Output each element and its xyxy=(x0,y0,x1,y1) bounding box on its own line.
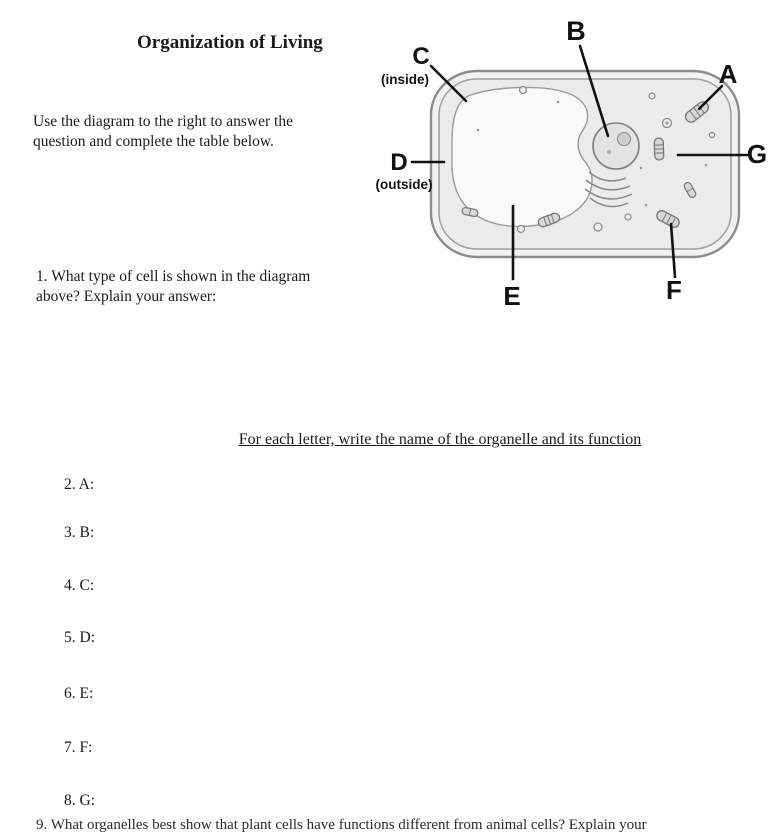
diagram-label-b: B xyxy=(566,16,586,46)
list-item-a: 2. A: xyxy=(64,476,94,494)
list-item-f: 7. F: xyxy=(64,739,92,757)
question-1-line-1: 1. What type of cell is shown in the diagram xyxy=(36,267,376,287)
list-item-d: 5. D: xyxy=(64,629,95,647)
diagram-label-d: D xyxy=(390,149,407,176)
nucleus xyxy=(593,123,639,169)
cell-diagram-container xyxy=(360,0,782,325)
diagram-label-e: E xyxy=(503,281,520,311)
diagram-label-c: C xyxy=(412,43,429,70)
diagram-label-d-note: (outside) xyxy=(376,177,433,192)
question-1 xyxy=(36,267,376,307)
intro-text xyxy=(33,112,363,152)
diagram-label-g: G xyxy=(747,139,767,169)
cutoff-question-9: 9. What organelles best show that plant cells have functions different from animal cells? Explain your xyxy=(36,817,782,834)
diagram-label-f: F xyxy=(666,275,682,305)
intro-line-2: question and complete the table below. xyxy=(33,132,363,152)
vacuole xyxy=(452,87,592,226)
diagram-label-a: A xyxy=(719,59,738,89)
list-item-g: 8. G: xyxy=(64,792,95,810)
nucleolus xyxy=(618,133,631,146)
nuclear-speck xyxy=(607,150,611,154)
diagram-label-c-note: (inside) xyxy=(381,72,429,87)
page-title: Organization of Living xyxy=(137,32,323,54)
list-item-e: 6. E: xyxy=(64,685,93,703)
mitochondrion-g xyxy=(654,138,664,160)
intro-line-1: Use the diagram to the right to answer the xyxy=(33,112,363,132)
section-heading: For each letter, write the name of the organelle and its function xyxy=(110,431,770,449)
list-item-b: 3. B: xyxy=(64,524,94,542)
plant-cell-diagram xyxy=(360,0,782,320)
list-item-c: 4. C: xyxy=(64,577,94,595)
question-1-line-2: above? Explain your answer: xyxy=(36,287,376,307)
